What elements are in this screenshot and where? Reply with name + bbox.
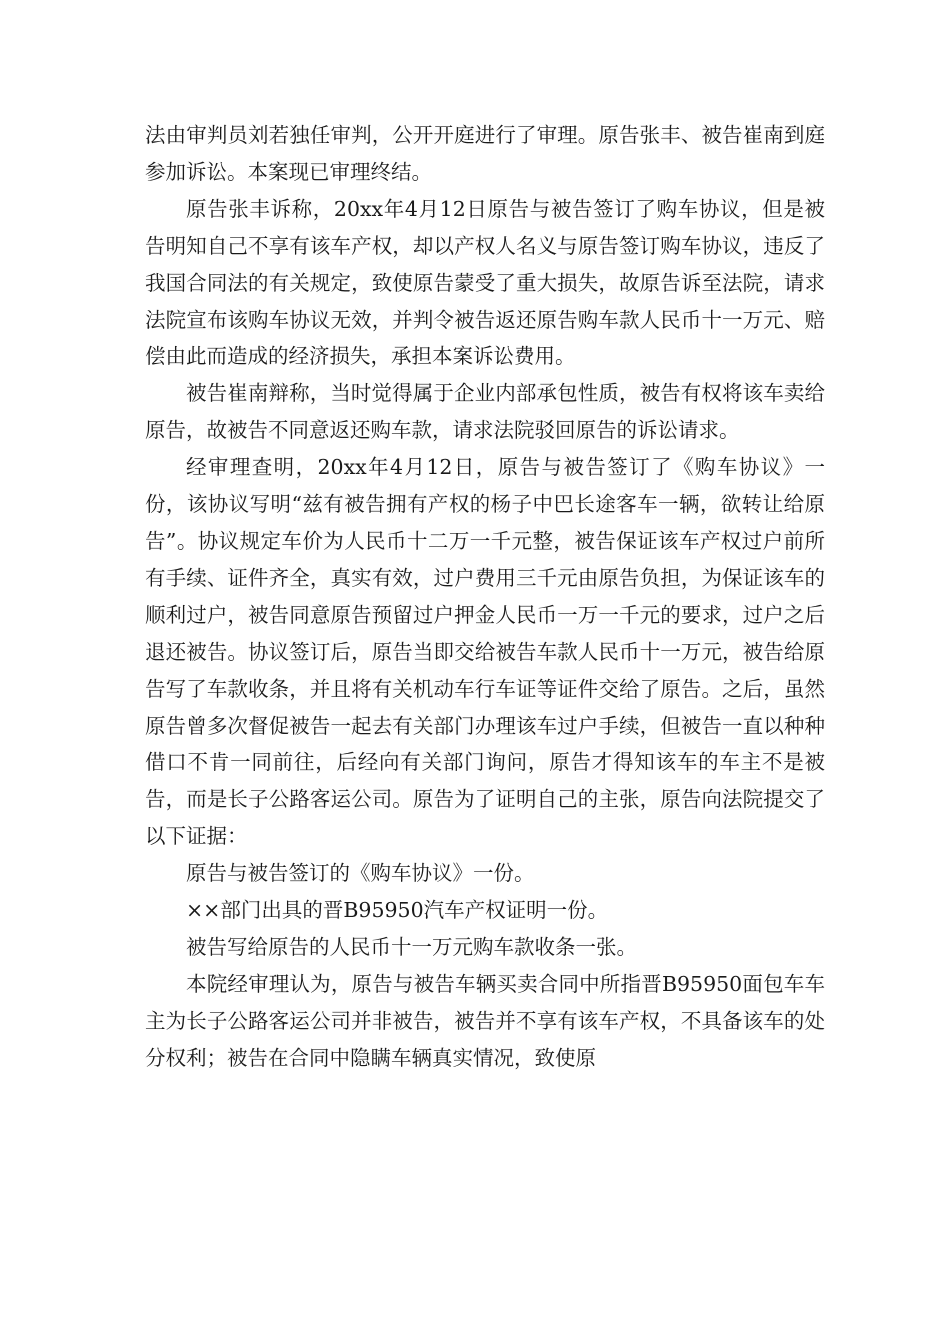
paragraph-evidence-1: 原告与被告签订的《购车协议》一份。: [186, 861, 535, 886]
paragraph-defendant-defense: 被告崔南辩称，当时觉得属于企业内部承包性质，被告有权将该车卖给原告，故被告不同意返还购车款，请求法院驳回原告的诉讼请求。: [145, 381, 825, 443]
paragraph-evidence-2: ××部门出具的晋B95950汽车产权证明一份。: [186, 898, 609, 923]
paragraph-plaintiff-claim: 原告张丰诉称，20xx年4月12日原告与被告签订了购车协议，但是被告明知自己不享有该车产权，却以产权人名义与原告签订购车协议，违反了我国合同法的有关规定，致使原告蒙受了重大损失，故原告诉至法院，请求法院宣布该购车协议无效，并判令被告返还原告购车款人民币十一万元、赔偿由此而造成的经济损失，承担本案诉讼费用。: [145, 196, 825, 369]
paragraph-trial-info: 法由审判员刘若独任审判，公开开庭进行了审理。原告张丰、被告崔南到庭参加诉讼。本案现已审理终结。: [145, 123, 825, 184]
paragraph-court-opinion: 本院经审理认为，原告与被告车辆买卖合同中所指晋B95950面包车车主为长子公路客运公司并非被告，被告并不享有该车产权，不具备该车的处分权利；被告在合同中隐瞒车辆真实情况，致使原: [145, 971, 825, 1070]
document-body: [145, 117, 825, 1077]
paragraph-evidence-3: 被告写给原告的人民币十一万元购车款收条一张。: [186, 934, 637, 959]
paragraph-findings: 经审理查明，20xx年4月12日，原告与被告签订了《购车协议》一份，该协议写明“兹有被告拥有产权的杨子中巴长途客车一辆，欲转让给原告”。协议规定车价为人民币十二万一千元整，被告保证该车产权过户前所有手续、证件齐全，真实有效，过户费用三千元由原告负担，为保证该车的顺利过户，被告同意原告预留过户押金人民币一万一千元的要求，过户之后退还被告。协议签订后，原告当即交给被告车款人民币十一万元，被告给原告写了车款收条，并且将有关机动车行车证等证件交给了原告。之后，虽然原告曾多次督促被告一起去有关部门办理该车过户手续，但被告一直以种种借口不肯一同前往，后经向有关部门询问，原告才得知该车的车主不是被告，而是长子公路客运公司。原告为了证明自己的主张，原告向法院提交了以下证据：: [145, 455, 825, 849]
